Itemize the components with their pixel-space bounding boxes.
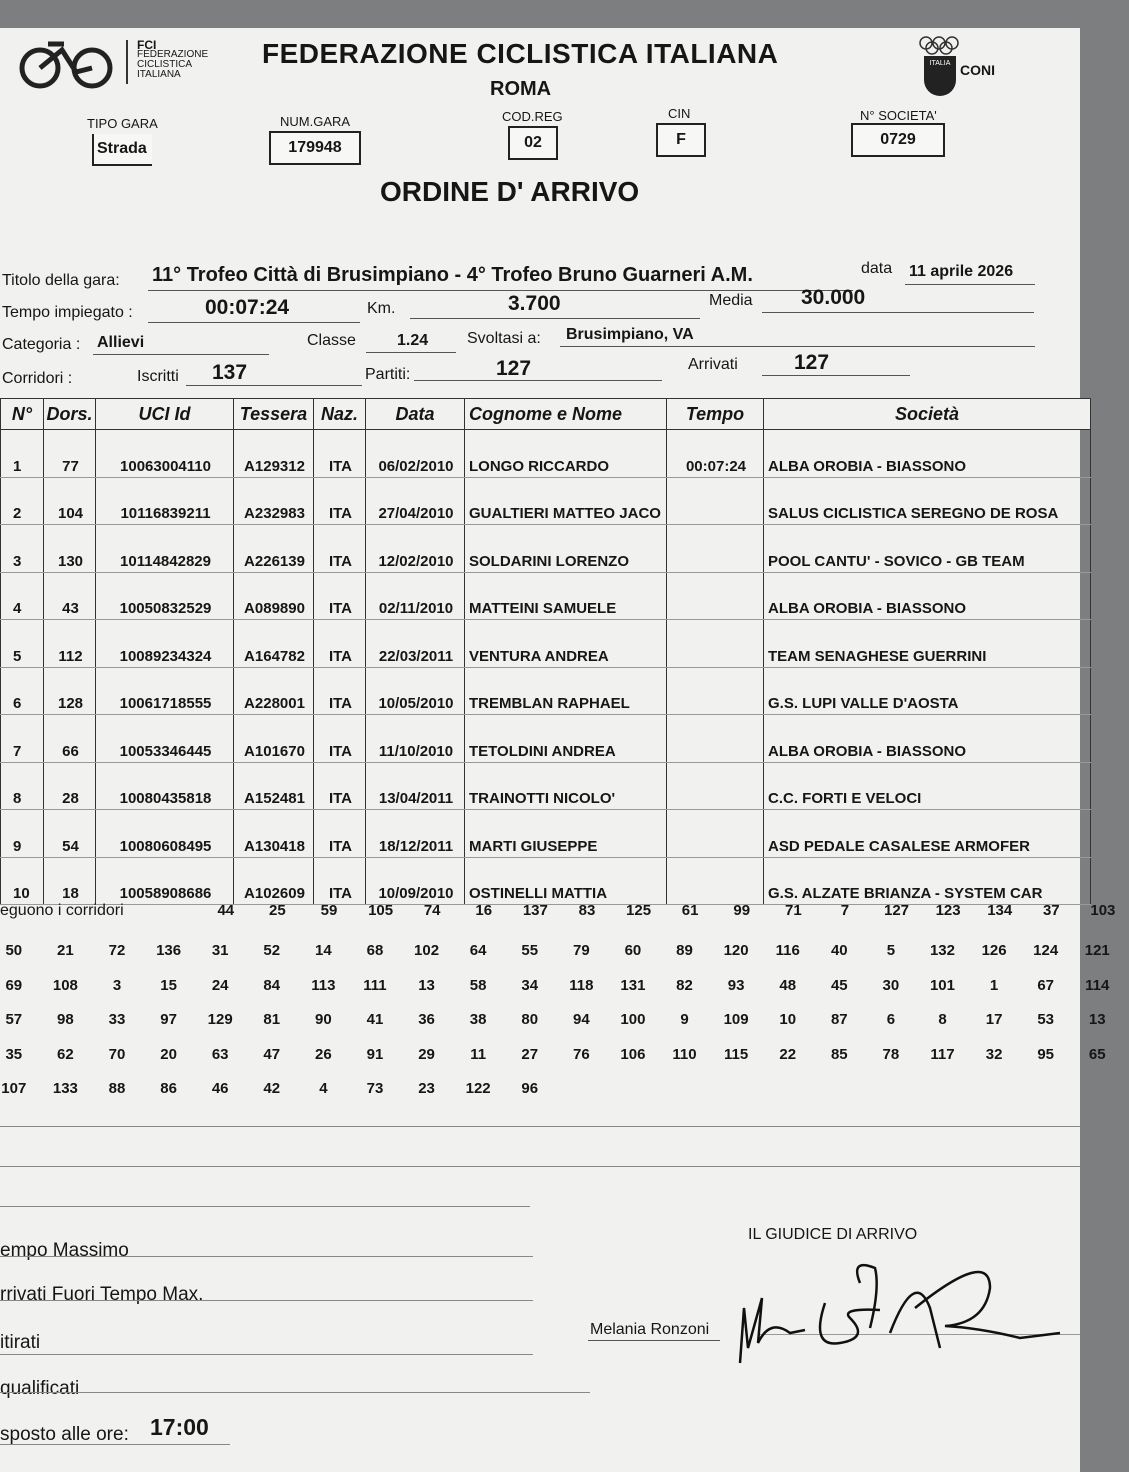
follower-bib: 55 [521,942,539,959]
cell-tessera: A232983 [234,477,314,525]
follower-bib: 57 [5,1011,23,1028]
cell-nationality: ITA [314,620,366,668]
cell-nationality: ITA [314,857,366,905]
cell-uci-id: 10061718555 [96,667,234,715]
follower-bib: 34 [521,976,539,994]
col-header-n: N° [1,399,44,430]
col-header-naz: Naz. [314,399,366,430]
follower-bib: 97 [160,1011,177,1028]
cell-birth-date: 12/02/2010 [366,525,465,573]
follower-bib: 123 [935,902,961,919]
tempo-massimo-label: empo Massimo [0,1240,129,1261]
arrivati-value: 127 [794,351,830,374]
giudice-label: IL GIUDICE DI ARRIVO [748,1226,918,1243]
follower-bib: 68 [366,942,384,959]
follower-bib: 100 [620,1011,646,1028]
tempo-label: Tempo impiegato : [2,304,133,321]
table-row [1,667,1091,715]
table-row [1,857,1091,905]
cell-rider-name: MARTI GIUSEPPE [465,810,667,858]
cell-team: G.S. ALZATE BRIANZA - SYSTEM CAR [764,857,1091,905]
num-gara-value: 179948 [269,131,361,165]
follower-bib: 6 [886,1011,896,1028]
follower-bib: 78 [882,1045,900,1063]
follower-bib: 102 [414,942,440,959]
table-header-row [1,399,1091,430]
partiti-value: 127 [496,357,532,380]
cell-rider-name: GUALTIERI MATTEO JACO [465,477,667,525]
follower-bib: 129 [207,1011,233,1028]
follower-bib: 35 [5,1045,23,1063]
fci-logo-text: FCI FEDERAZIONE CICLISTICA ITALIANA [137,38,209,80]
follower-bib: 93 [727,976,745,994]
follower-bib: 69 [5,976,23,994]
svoltasi-value: Brusimpiano, VA [566,326,694,343]
svoltasi-label: Svoltasi a: [467,330,541,347]
cell-uci-id: 10080608495 [96,810,234,858]
cell-bib: 77 [44,430,96,478]
follower-bib: 40 [830,942,848,959]
cell-tessera: A089890 [234,572,314,620]
follower-bib: 111 [363,976,387,994]
follower-bib: 41 [366,1011,384,1028]
date-label: data [861,260,893,277]
cell-rank: 5 [1,620,44,668]
cell-rank: 3 [1,525,44,573]
federation-city: ROMA [490,78,552,100]
follower-bib: 14 [315,942,332,959]
follower-bib: 96 [521,1080,539,1097]
follower-bib: 38 [469,1011,487,1028]
cell-bib: 54 [44,810,96,858]
followers-row [0,1046,1123,1080]
fci-bike-logo-icon [18,38,118,90]
cell-team: G.S. LUPI VALLE D'AOSTA [764,667,1091,715]
esposto-label: sposto alle ore: [0,1424,129,1445]
follower-bib: 31 [211,942,229,959]
tipo-gara-value: Strada [92,134,152,166]
follower-bib: 53 [1037,1011,1055,1028]
cell-team: TEAM SENAGHESE GUERRINI [764,620,1091,668]
col-header-tempo: Tempo [667,399,764,430]
coni-shield-icon: ITALIA [924,56,956,96]
iscritti-value: 137 [212,361,248,384]
follower-bib: 94 [572,1011,590,1028]
follower-bib: 64 [469,942,487,959]
cell-birth-date: 10/05/2010 [366,667,465,715]
follower-bib: 26 [315,1045,332,1063]
cell-team: ALBA OROBIA - BIASSONO [764,572,1091,620]
follower-bib: 8 [938,1011,947,1028]
squalificati-label: qualificati [0,1378,80,1399]
follower-bib: 108 [52,976,78,994]
follower-bib: 85 [830,1045,848,1063]
fuori-tempo-label: rrivati Fuori Tempo Max. [0,1284,204,1305]
table-row [1,715,1091,763]
cell-tessera: A228001 [234,667,314,715]
follower-bib: 87 [830,1011,848,1028]
ritirati-label: itirati [0,1332,41,1353]
follower-bib: 132 [929,942,955,959]
follower-bib: 4 [319,1080,328,1097]
follower-bib: 17 [985,1011,1003,1028]
cell-rider-name: LONGO RICCARDO [465,430,667,478]
follower-bib: 27 [521,1045,539,1063]
follower-bib: 65 [1088,1045,1106,1063]
follower-bib: 120 [723,942,749,959]
cell-time [667,715,764,763]
table-row [1,620,1091,668]
corridori-label: Corridori : [2,370,73,387]
follower-bib: 106 [620,1045,646,1063]
follower-bib: 7 [840,902,850,919]
follower-bib: 101 [929,976,955,994]
cell-rider-name: VENTURA ANDREA [465,620,667,668]
follower-bib: 44 [217,902,235,919]
col-header-dors: Dors. [44,399,96,430]
follower-bib: 71 [784,902,802,919]
cell-tessera: A101670 [234,715,314,763]
follower-bib: 48 [779,976,797,994]
cell-nationality: ITA [314,430,366,478]
follower-bib: 73 [366,1080,384,1097]
cell-nationality: ITA [314,667,366,715]
media-value: 30.000 [801,286,866,309]
cell-tessera: A152481 [234,762,314,810]
cell-birth-date: 02/11/2010 [366,572,465,620]
cell-tessera: A129312 [234,430,314,478]
follower-bib: 88 [108,1080,126,1097]
follower-bib: 21 [57,942,74,959]
follower-bib: 10 [779,1011,797,1028]
follower-bib: 133 [52,1080,78,1097]
follower-bib: 113 [311,976,336,994]
federation-title: FEDERAZIONE CICLISTICA ITALIANA [262,38,779,69]
km-label: Km. [367,300,396,317]
follower-bib: 74 [423,902,441,919]
cell-team: ALBA OROBIA - BIASSONO [764,430,1091,478]
cell-rider-name: OSTINELLI MATTIA [465,857,667,905]
cell-team: ALBA OROBIA - BIASSONO [764,715,1091,763]
follower-bib: 95 [1037,1045,1055,1063]
follower-bib: 122 [465,1080,491,1097]
follower-bib: 63 [211,1045,229,1063]
follower-bib: 90 [315,1011,332,1028]
cell-time [667,620,764,668]
follower-bib: 117 [930,1045,955,1063]
tempo-value: 00:07:24 [205,296,290,319]
followers-row [0,1080,556,1114]
cell-nationality: ITA [314,810,366,858]
follower-bib: 124 [1033,942,1059,959]
cell-tessera: A226139 [234,525,314,573]
cell-bib: 43 [44,572,96,620]
follower-bib: 13 [418,976,435,994]
cell-bib: 18 [44,857,96,905]
cell-rank: 6 [1,667,44,715]
follower-bib: 89 [676,942,693,959]
cell-uci-id: 10116839211 [96,477,234,525]
follower-bib: 121 [1084,942,1110,959]
results-sheet [0,28,1116,1472]
table-row [1,572,1091,620]
follower-bib: 15 [160,976,177,994]
cell-team: SALUS CICLISTICA SEREGNO DE ROSA [764,477,1091,525]
num-gara-label: NUM.GARA [280,114,351,129]
judge-signature-icon [730,1248,1070,1368]
cell-birth-date: 22/03/2011 [366,620,465,668]
follower-bib: 72 [108,942,126,959]
cell-team: POOL CANTU' - SOVICO - GB TEAM [764,525,1091,573]
cell-bib: 104 [44,477,96,525]
follower-bib: 114 [1085,976,1110,994]
follower-bib: 118 [569,976,594,994]
follower-bib: 109 [723,1011,749,1028]
follower-bib: 98 [57,1011,74,1028]
race-title: 11° Trofeo Città di Brusimpiano - 4° Trofeo Bruno Guarneri A.M. [152,264,753,286]
classe-label: Classe [307,332,356,349]
follower-bib: 36 [418,1011,435,1028]
titolo-label: Titolo della gara: [2,272,120,289]
cell-rank: 7 [1,715,44,763]
follower-bib: 1 [989,976,999,994]
arrivati-label: Arrivati [688,356,738,373]
follower-bib: 62 [57,1045,74,1063]
followers-label: eguono i corridori [0,902,124,919]
cell-team: C.C. FORTI E VELOCI [764,762,1091,810]
col-header-data: Data [366,399,465,430]
follower-bib: 84 [263,976,281,994]
cell-bib: 130 [44,525,96,573]
follower-bib: 50 [5,942,23,959]
follower-bib: 125 [626,902,652,919]
follower-bib: 24 [211,976,229,994]
followers-row [0,942,1123,976]
cell-birth-date: 27/04/2010 [366,477,465,525]
cell-time [667,762,764,810]
cell-nationality: ITA [314,525,366,573]
cell-bib: 66 [44,715,96,763]
follower-bib: 127 [884,902,910,919]
cell-uci-id: 10050832529 [96,572,234,620]
cell-time [667,810,764,858]
societa-num-value: 0729 [851,123,945,157]
cell-tessera: A102609 [234,857,314,905]
cell-rank: 2 [1,477,44,525]
cin-value: F [656,123,706,157]
followers-row [0,902,1129,936]
cell-nationality: ITA [314,762,366,810]
societa-num-label: N° SOCIETA' [860,108,937,123]
cell-rider-name: TREMBLAN RAPHAEL [465,667,667,715]
follower-bib: 3 [112,976,122,994]
follower-bib: 105 [368,902,394,919]
media-label: Media [709,292,753,309]
cell-rank: 8 [1,762,44,810]
cell-uci-id: 10114842829 [96,525,234,573]
follower-bib: 23 [418,1080,435,1097]
cell-team: ASD PEDALE CASALESE ARMOFER [764,810,1091,858]
cell-rank: 4 [1,572,44,620]
follower-bib: 37 [1042,902,1060,919]
follower-bib: 58 [469,976,487,994]
categoria-value: Allievi [97,334,145,351]
esposto-time: 17:00 [150,1414,209,1440]
cell-birth-date: 10/09/2010 [366,857,465,905]
follower-bib: 99 [733,902,751,919]
cell-bib: 112 [44,620,96,668]
cell-rank: 1 [1,430,44,478]
cell-rider-name: MATTEINI SAMUELE [465,572,667,620]
partiti-label: Partiti: [365,366,411,383]
cell-uci-id: 10080435818 [96,762,234,810]
follower-bib: 83 [578,902,596,919]
coni-label: CONI [960,62,995,78]
cod-reg-value: 02 [508,126,558,160]
follower-bib: 16 [475,902,493,919]
follower-bib: 60 [624,942,642,959]
followers-row [0,977,1123,1011]
olympic-rings-icon [918,36,960,54]
cin-label: CIN [668,106,691,121]
follower-bib: 47 [263,1045,281,1063]
categoria-label: Categoria : [2,336,81,353]
cell-uci-id: 10063004110 [96,430,234,478]
col-header-uci: UCI Id [96,399,234,430]
col-header-nome: Cognome e Nome [465,399,667,430]
follower-bib: 45 [830,976,848,994]
cell-tessera: A130418 [234,810,314,858]
table-row [1,762,1091,810]
follower-bib: 79 [572,942,590,959]
cell-bib: 128 [44,667,96,715]
cell-time [667,667,764,715]
follower-bib: 134 [987,902,1013,919]
follower-bib: 13 [1088,1011,1106,1028]
follower-bib: 116 [775,942,800,959]
follower-bib: 42 [263,1080,281,1097]
cell-rider-name: SOLDARINI LORENZO [465,525,667,573]
results-table [0,398,1091,905]
follower-bib: 22 [779,1045,797,1063]
cell-uci-id: 10053346445 [96,715,234,763]
cell-uci-id: 10058908686 [96,857,234,905]
race-date: 11 aprile 2026 [909,263,1014,280]
cell-time [667,572,764,620]
cell-rank: 10 [1,857,44,905]
cell-birth-date: 13/04/2011 [366,762,465,810]
cell-birth-date: 06/02/2010 [366,430,465,478]
cell-nationality: ITA [314,477,366,525]
follower-bib: 46 [211,1080,229,1097]
cell-birth-date: 18/12/2011 [366,810,465,858]
follower-bib: 136 [156,942,182,959]
follower-bib: 86 [160,1080,177,1097]
km-value: 3.700 [508,292,561,315]
cell-nationality: ITA [314,572,366,620]
cod-reg-label: COD.REG [502,109,563,124]
follower-bib: 107 [1,1080,27,1097]
iscritti-label: Iscritti [137,368,179,385]
table-row [1,477,1091,525]
follower-bib: 67 [1037,976,1055,994]
follower-bib: 137 [522,902,548,919]
cell-nationality: ITA [314,715,366,763]
follower-bib: 91 [366,1045,384,1063]
follower-bib: 9 [680,1011,689,1028]
cell-time [667,857,764,905]
follower-bib: 11 [470,1045,487,1063]
follower-bib: 30 [882,976,900,994]
table-row [1,810,1091,858]
cell-birth-date: 11/10/2010 [366,715,465,763]
giudice-name: Melania Ronzoni [590,1321,710,1338]
follower-bib: 61 [681,902,699,919]
follower-bib: 110 [672,1045,697,1063]
follower-bib: 76 [572,1045,590,1063]
cell-time [667,525,764,573]
follower-bib: 131 [620,976,646,994]
follower-bib: 20 [160,1045,177,1063]
follower-bib: 59 [320,902,338,919]
document-title: ORDINE D' ARRIVO [380,176,640,207]
follower-bib: 25 [269,902,286,919]
follower-bib: 5 [886,942,896,959]
followers-row [0,1011,1123,1045]
table-row [1,525,1091,573]
table-row [1,430,1091,478]
col-header-societa: Società [764,399,1091,430]
follower-bib: 32 [985,1045,1003,1063]
follower-bib: 52 [263,942,281,959]
follower-bib: 80 [521,1011,539,1028]
cell-tessera: A164782 [234,620,314,668]
follower-bib: 81 [263,1011,281,1028]
classe-value: 1.24 [397,332,429,349]
cell-rank: 9 [1,810,44,858]
follower-bib: 115 [724,1045,749,1063]
follower-bib: 82 [676,976,693,994]
follower-bib: 29 [418,1045,435,1063]
cell-time [667,477,764,525]
follower-bib: 103 [1090,902,1116,919]
cell-rider-name: TETOLDINI ANDREA [465,715,667,763]
cell-bib: 28 [44,762,96,810]
follower-bib: 126 [981,942,1007,959]
cell-rider-name: TRAINOTTI NICOLO' [465,762,667,810]
cell-uci-id: 10089234324 [96,620,234,668]
cell-time: 00:07:24 [667,430,764,478]
follower-bib: 70 [108,1045,126,1063]
follower-bib: 33 [108,1011,126,1028]
tipo-gara-label: TIPO GARA [87,116,158,131]
col-header-tessera: Tessera [234,399,314,430]
